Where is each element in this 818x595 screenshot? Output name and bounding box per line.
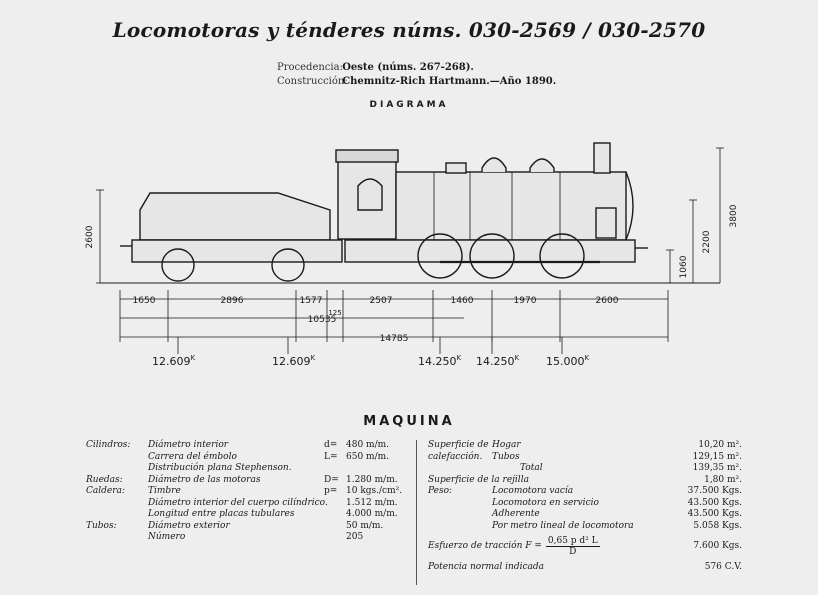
spec-label: Total xyxy=(520,463,543,473)
spec-category: Peso: xyxy=(428,486,453,496)
specs-left xyxy=(86,440,416,544)
page-title: Locomotoras y ténderes núms. 030-2569 / 030-2570 xyxy=(112,18,706,42)
spec-category: calefacción. xyxy=(428,451,483,462)
loco-frame xyxy=(345,240,635,262)
traction-label: Esfuerzo de tracción F = xyxy=(428,541,542,551)
spec-row xyxy=(86,521,416,533)
spec-row xyxy=(86,486,416,498)
spec-category: Superficie de la rejilla xyxy=(428,474,529,485)
spec-row xyxy=(428,509,748,521)
spec-value: 1,80 m². xyxy=(704,474,742,485)
chimney xyxy=(594,143,610,173)
spec-row xyxy=(428,521,748,533)
spec-value: 129,15 m². xyxy=(692,451,742,462)
spec-category xyxy=(86,463,148,475)
power-label: Potencia normal indicada xyxy=(428,562,544,572)
spec-category: Ruedas: xyxy=(86,474,123,485)
spec-label: Diámetro de las motoras xyxy=(148,474,261,485)
dome-1 xyxy=(482,158,506,172)
segment-label-6: 1970 xyxy=(513,296,537,306)
spec-row xyxy=(428,440,748,452)
spec-value: 650 m/m. xyxy=(346,451,390,462)
spec-value: 10,20 m². xyxy=(698,440,742,450)
spec-label: Adherente xyxy=(492,509,540,519)
spec-row xyxy=(86,475,416,487)
spec-category xyxy=(86,452,148,464)
spec-row xyxy=(428,463,748,475)
spec-category xyxy=(428,498,492,510)
spec-value: 1.512 m/m. xyxy=(346,497,398,508)
spec-symbol xyxy=(324,532,346,544)
spec-row xyxy=(428,475,748,487)
spec-row xyxy=(86,440,416,452)
segment-label-4: 2507 xyxy=(369,296,393,306)
spec-label: Timbre xyxy=(148,486,181,496)
meta-origin-label: Procedencia: xyxy=(277,62,343,73)
spec-value: 43.500 Kgs. xyxy=(687,497,742,508)
diagram-heading: DIAGRAMA xyxy=(369,100,449,110)
spec-category: Caldera: xyxy=(86,486,125,496)
spec-label: Distribución plana Stephenson. xyxy=(148,463,292,473)
spec-row xyxy=(86,509,416,521)
spec-value: 50 m/m. xyxy=(346,520,384,531)
spec-category xyxy=(428,521,492,533)
axle-load-leaders xyxy=(178,337,562,354)
spec-category xyxy=(86,532,148,544)
safety-valve xyxy=(446,163,466,173)
cab xyxy=(338,153,396,239)
axle-load-1: $12.609^K$ xyxy=(152,354,196,368)
spec-category xyxy=(86,498,148,510)
traction-value: 7.600 Kgs. xyxy=(693,541,742,551)
meta-builder-value: Chemnitz-Rich Hartmann.—Año 1890. xyxy=(342,76,557,87)
spec-value: 205 xyxy=(346,532,364,542)
axle-load-5: $15.000^K$ xyxy=(546,354,590,368)
axle-loads xyxy=(152,354,590,368)
spec-label: Hogar xyxy=(492,440,521,450)
spec-value: 10 kgs./cm². xyxy=(346,486,403,496)
traction-denominator: D xyxy=(569,546,577,557)
spec-value: 480 m/m. xyxy=(346,440,390,450)
spec-row xyxy=(86,452,416,464)
gap-label: 125 xyxy=(328,309,342,317)
power-row xyxy=(428,562,748,574)
segment-label-7: 2600 xyxy=(595,296,619,306)
spec-value: 37.500 Kgs. xyxy=(687,486,742,496)
spec-category xyxy=(428,463,492,475)
spec-value: 5.058 Kgs. xyxy=(693,520,742,531)
traction-numerator: 0,65 p d² L xyxy=(547,535,598,546)
spec-symbol: L= xyxy=(324,451,338,462)
axle-load-4: $14.250^K$ xyxy=(476,354,520,368)
cab-roof xyxy=(336,150,398,162)
specs-right xyxy=(428,440,748,574)
height-2200: 2200 xyxy=(702,230,712,254)
tender-body xyxy=(140,193,330,240)
spec-row xyxy=(86,463,416,475)
tender-total-label: 10535 xyxy=(307,315,337,325)
overall-length-label: 14785 xyxy=(379,334,409,344)
height-2600: 2600 xyxy=(85,225,95,249)
dome-2 xyxy=(530,159,554,172)
spec-label: Locomotora en servicio xyxy=(492,497,599,508)
spec-row xyxy=(428,498,748,510)
spec-symbol: d= xyxy=(324,440,338,450)
spec-label: Número xyxy=(148,532,186,542)
smokebox-door xyxy=(626,172,633,240)
spec-row xyxy=(86,498,416,510)
locomotive-drawing xyxy=(100,143,720,283)
spec-category xyxy=(428,509,492,521)
spec-symbol xyxy=(324,498,346,510)
axle-load-3: $14.250^K$ xyxy=(418,354,462,368)
spec-value: 1.280 m/m. xyxy=(346,474,398,485)
spec-category xyxy=(86,509,148,521)
spec-label: Diámetro interior del cuerpo cilíndrico. xyxy=(148,497,328,508)
axle-load-2: $12.609^K$ xyxy=(272,354,316,368)
spec-row xyxy=(428,486,748,498)
spec-category: Cilindros: xyxy=(86,440,131,450)
spec-label: Diámetro interior xyxy=(148,440,229,450)
column-divider xyxy=(416,440,417,585)
spec-row xyxy=(86,532,416,544)
height-1060: 1060 xyxy=(679,255,689,279)
segment-label-2: 2896 xyxy=(220,296,244,306)
spec-symbol xyxy=(324,463,346,475)
meta-builder-label: Construcción: xyxy=(277,76,348,87)
spec-symbol: p= xyxy=(324,486,338,496)
spec-value: 139,35 m². xyxy=(692,463,742,473)
height-3800: 3800 xyxy=(729,204,739,228)
spec-category: Superficie de xyxy=(428,440,489,450)
spec-label: Diámetro exterior xyxy=(148,520,230,531)
spec-value: 4.000 m/m. xyxy=(346,509,398,519)
spec-symbol xyxy=(324,509,346,521)
spec-label: Tubos xyxy=(492,451,520,462)
machine-heading: MAQUINA xyxy=(363,414,455,429)
spec-symbol: D= xyxy=(324,474,339,485)
spec-row xyxy=(428,452,748,464)
spec-label: Carrera del émbolo xyxy=(148,451,237,462)
meta-origin-value: Oeste (núms. 267-268). xyxy=(342,62,474,73)
segment-label-3: 1577 xyxy=(299,296,323,306)
spec-label: Longitud entre placas tubulares xyxy=(148,509,295,519)
traction-fraction xyxy=(546,536,600,557)
segment-label-1: 1650 xyxy=(132,296,156,306)
boiler xyxy=(396,172,626,240)
segment-label-5: 1460 xyxy=(450,296,474,306)
traction-formula xyxy=(428,535,748,557)
spec-label: Locomotora vacía xyxy=(492,486,574,496)
spec-symbol xyxy=(324,521,346,533)
spec-label: Por metro lineal de locomotora xyxy=(492,520,634,531)
power-value: 576 C.V. xyxy=(704,562,742,572)
spec-category: Tubos: xyxy=(86,520,117,531)
spec-value: 43.500 Kgs. xyxy=(687,509,742,519)
